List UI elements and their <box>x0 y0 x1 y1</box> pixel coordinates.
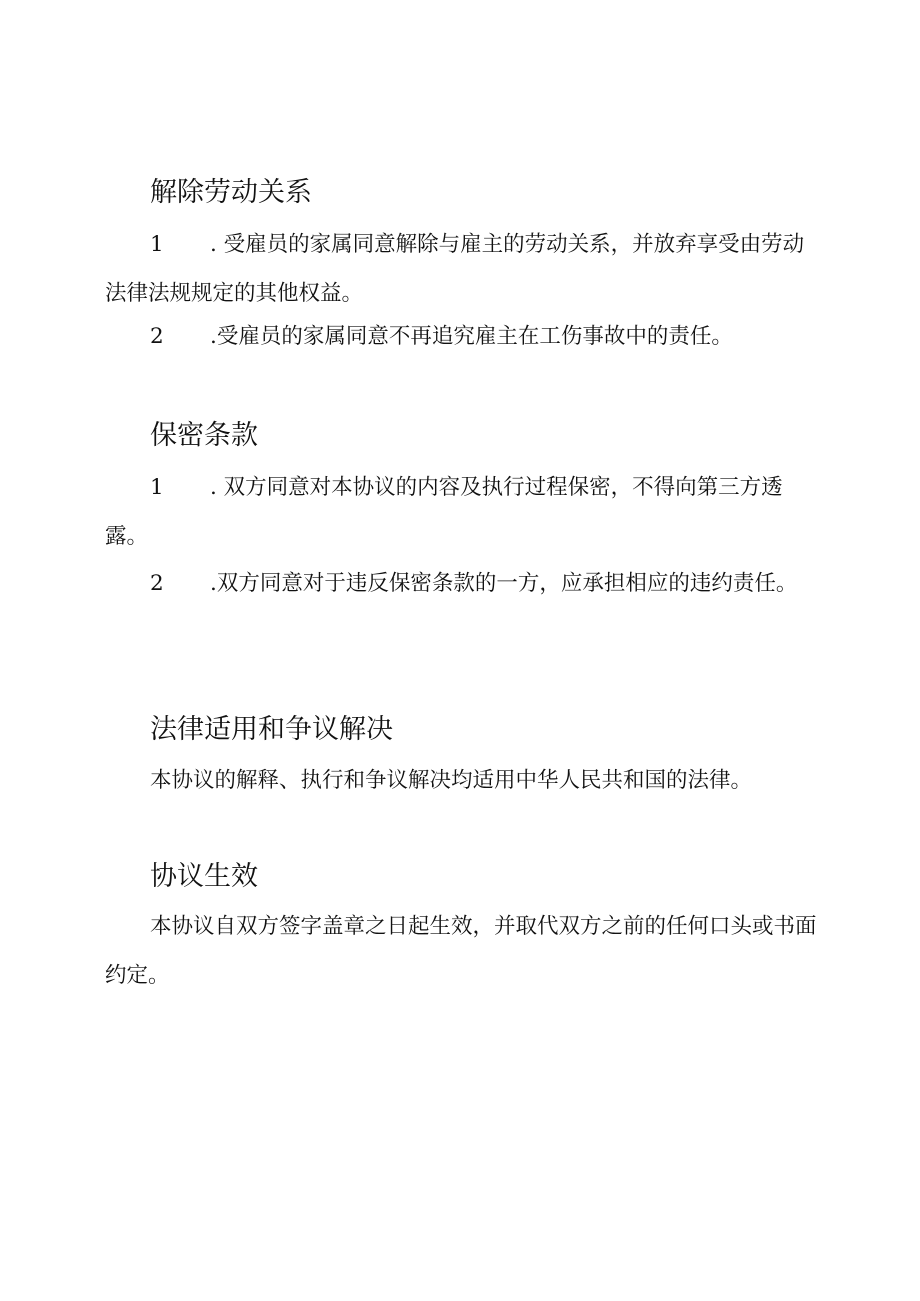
clause-confidentiality-2 <box>105 559 817 608</box>
clause-text: .双方同意对于违反保密条款的一方，应承担相应的违约责任。 <box>210 571 798 596</box>
section-heading-termination: 解除劳动关系 <box>150 177 312 208</box>
section-heading-confidentiality: 保密条款 <box>150 420 258 451</box>
clause-termination-1 <box>105 220 817 318</box>
section-heading-governing-law: 法律适用和争议解决 <box>150 714 393 745</box>
clause-number: 2 <box>150 571 164 596</box>
clause-number: 1 <box>150 475 164 500</box>
clause-text: . 受雇员的家属同意解除与雇主的劳动关系，并放弃享受由劳动法律法规规定的其他权益。 <box>105 232 805 306</box>
effectiveness-paragraph: 本协议自双方签字盖章之日起生效，并取代双方之前的任何口头或书面约定。 <box>105 914 817 988</box>
clause-number: 2 <box>150 324 164 349</box>
clause-termination-2 <box>150 312 733 361</box>
clause-number: 1 <box>150 232 164 257</box>
clause-text: .受雇员的家属同意不再追究雇主在工伤事故中的责任。 <box>210 324 733 349</box>
governing-law-paragraph: 本协议的解释、执行和争议解决均适用中华人民共和国的法律。 <box>150 768 753 793</box>
clause-confidentiality-1 <box>105 463 817 561</box>
clause-text: . 双方同意对本协议的内容及执行过程保密，不得向第三方透露。 <box>105 475 783 549</box>
section-heading-effectiveness: 协议生效 <box>150 861 258 892</box>
